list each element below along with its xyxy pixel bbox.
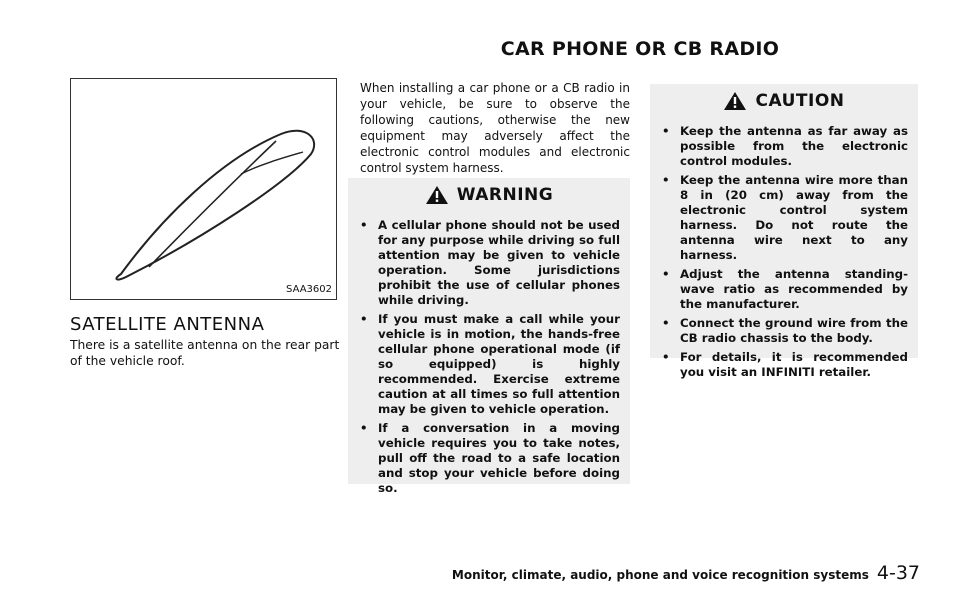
warning-list: [348, 212, 630, 496]
caution-title: [650, 84, 918, 118]
section-title: CAR PHONE OR CB RADIO: [500, 38, 780, 60]
warning-icon: [723, 91, 747, 111]
warning-title-text: WARNING: [456, 185, 554, 205]
figure-label: SAA3602: [286, 284, 332, 295]
page-number: 4-37: [876, 562, 920, 584]
list-item: • Keep the antenna as far away as possible from the electronic control modules.: [662, 124, 908, 168]
caution-title-text: CAUTION: [755, 91, 845, 111]
caution-item-text: For details, it is recommended you visit an INFINITI retailer.: [680, 350, 908, 379]
page-footer: [452, 562, 920, 584]
warning-item-text: A cellular phone should not be used for any purpose while driving so full attention may be given to vehicle operation. Some jurisdictions prohibit the use of cellular phones while driving.: [378, 218, 620, 307]
antenna-figure: [70, 78, 337, 300]
list-item: • If you must make a call while your vehicle is in motion, the hands-free cellular phone operational mode (if so equipped) is highly recommended. Exercise extreme caution at all times so full attention may be given to vehicle operation.: [360, 312, 620, 416]
caution-item-text: Adjust the antenna standing-wave ratio as recommended by the manufacturer.: [680, 267, 908, 311]
caution-box: [650, 84, 918, 379]
warning-item-text: If a conversation in a moving vehicle requires you to take notes, pull off the road to a safe location and stop your vehicle before doing so.: [378, 421, 620, 495]
warning-icon: [425, 185, 449, 205]
warning-item-text: If you must make a call while your vehicle is in motion, the hands-free cellular phone operational mode (if so equipped) is highly recommended. Exercise extreme caution at all times so full attention may be given to vehicle operation.: [378, 312, 620, 416]
footer-chapter: Monitor, climate, audio, phone and voice recognition systems: [451, 568, 869, 582]
list-item: • For details, it is recommended you visit an INFINITI retailer.: [662, 350, 908, 379]
caution-list: [650, 118, 918, 380]
list-item: • Connect the ground wire from the CB radio chassis to the body.: [662, 316, 908, 345]
caution-item-text: Keep the antenna wire more than 8 in (20 cm) away from the electronic control system harness. Do not route the antenna wire next to any harness.: [680, 173, 908, 262]
list-item: • Keep the antenna wire more than 8 in (20 cm) away from the electronic control system harness. Do not route the antenna wire next to any harness.: [662, 173, 908, 262]
satellite-antenna-text: There is a satellite antenna on the rear part of the vehicle roof.: [70, 338, 340, 368]
satellite-antenna-heading: SATELLITE ANTENNA: [70, 314, 265, 335]
warning-box: [348, 178, 630, 495]
antenna-illustration: [71, 79, 336, 299]
warning-title: [348, 178, 630, 212]
list-item: • Adjust the antenna standing-wave ratio as recommended by the manufacturer.: [662, 267, 908, 311]
list-item: • A cellular phone should not be used for any purpose while driving so full attention may be given to vehicle operation. Some jurisdictions prohibit the use of cellular phones while driving.: [360, 218, 620, 307]
intro-paragraph: When installing a car phone or a CB radio in your vehicle, be sure to observe the following cautions, otherwise the new equipment may adversely affect the electronic control modules and electronic control system harness.: [360, 81, 630, 175]
caution-item-text: Connect the ground wire from the CB radio chassis to the body.: [680, 316, 908, 345]
list-item: • If a conversation in a moving vehicle requires you to take notes, pull off the road to a safe location and stop your vehicle before doing so.: [360, 421, 620, 495]
caution-item-text: Keep the antenna as far away as possible from the electronic control modules.: [680, 124, 908, 168]
